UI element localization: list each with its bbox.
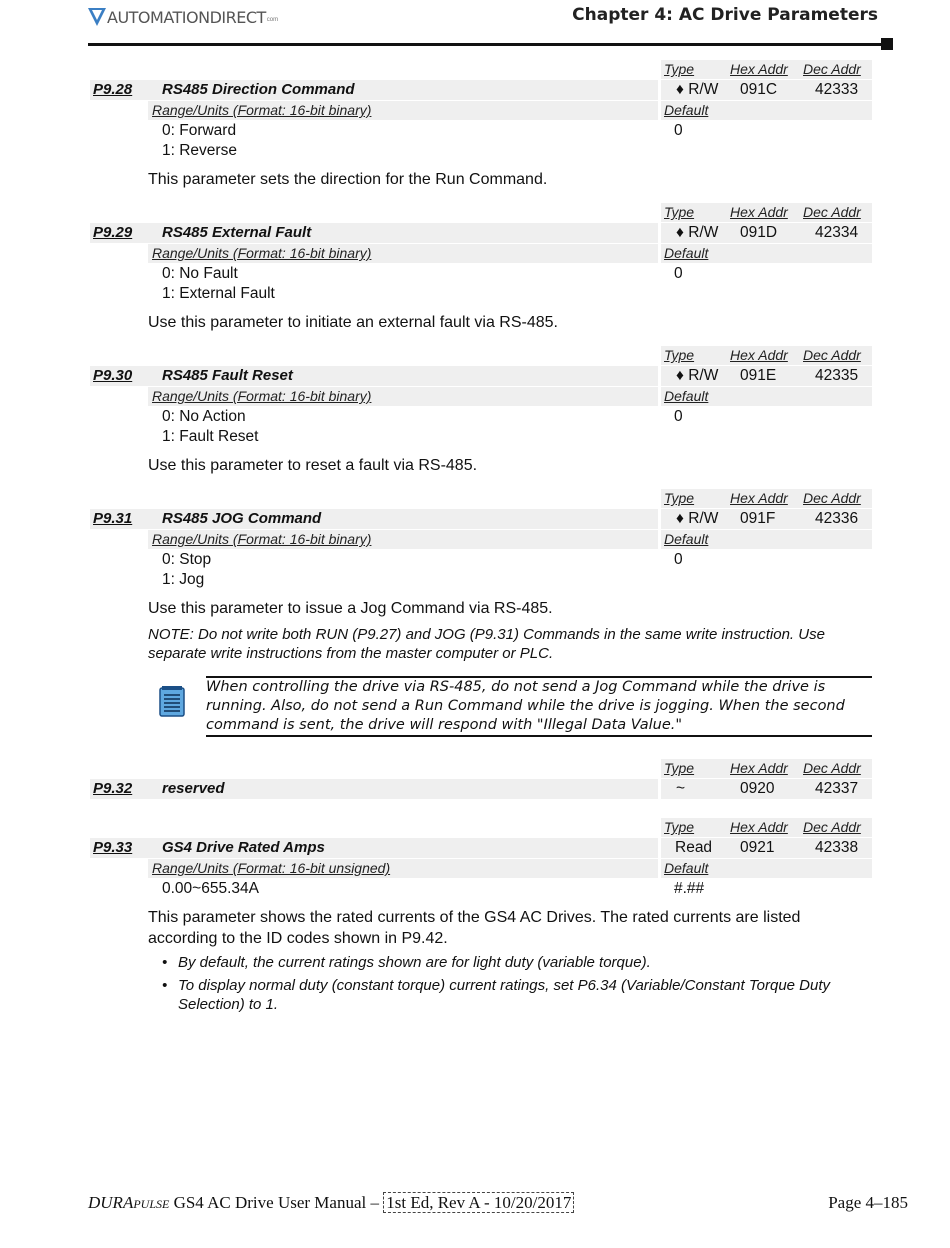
value-option: 1: Reverse: [162, 142, 237, 159]
warning-line: command is sent, the drive will respond with "Illegal Data Value.": [206, 717, 683, 733]
type-column-header: Type: [664, 61, 695, 77]
param-dec-addr: 42337: [815, 780, 859, 797]
warning-line: When controlling the drive via RS-485, do not send a Jog Command while the drive is: [206, 679, 826, 695]
param-hex-addr: 091E: [740, 367, 777, 384]
param-hex-addr: 091F: [740, 510, 776, 527]
param-hex-addr: 091D: [740, 224, 778, 241]
param-dec-addr: 42336: [815, 510, 859, 527]
footer-brand: DURA: [88, 1193, 134, 1212]
param-type: Read: [675, 839, 713, 856]
param-id: P9.32: [93, 780, 133, 797]
param-type: ♦ R/W: [676, 367, 719, 384]
dec-addr-column-header: Dec Addr: [803, 61, 861, 77]
param-description: This parameter shows the rated currents of the GS4 AC Drives. The rated currents are listed: [148, 909, 801, 926]
value-option: 1: External Fault: [162, 285, 275, 302]
range-units-label: Range/Units (Format: 16-bit binary): [152, 531, 372, 547]
param-description: Use this parameter to issue a Jog Command via RS-485.: [148, 600, 553, 617]
param-hex-addr: 0921: [740, 839, 775, 856]
param-id: P9.29: [93, 224, 133, 241]
param-name: RS485 Direction Command: [162, 81, 355, 98]
param-name: GS4 Drive Rated Amps: [162, 839, 325, 856]
default-value: 0: [674, 122, 683, 139]
footer-brand-smallcaps: pulse: [133, 1193, 170, 1212]
range-units-label: Range/Units (Format: 16-bit binary): [152, 388, 372, 404]
header-rule: [88, 43, 884, 46]
value-option: 1: Fault Reset: [162, 428, 259, 445]
footer-edition: 1st Ed, Rev A - 10/20/2017: [383, 1192, 574, 1213]
notepad-icon: [156, 683, 188, 719]
value-option: 0: Stop: [162, 551, 212, 568]
dec-addr-column-header: Dec Addr: [803, 204, 861, 220]
warning-bottom-rule: [206, 735, 872, 737]
range-units-label: Range/Units (Format: 16-bit unsigned): [152, 860, 391, 876]
type-column-header: Type: [664, 760, 695, 776]
dec-addr-column-header: Dec Addr: [803, 760, 861, 776]
param-name: RS485 JOG Command: [162, 510, 322, 527]
param-id: P9.33: [93, 839, 133, 856]
param-name: reserved: [162, 780, 225, 797]
chapter-title: Chapter 4: AC Drive Parameters: [572, 5, 878, 25]
hex-addr-column-header: Hex Addr: [730, 760, 788, 776]
default-value: 0: [674, 265, 683, 282]
hex-addr-column-header: Hex Addr: [730, 61, 788, 77]
param-dec-addr: 42334: [815, 224, 859, 241]
param-description: Use this parameter to reset a fault via RS-485.: [148, 457, 478, 474]
footer-manual-name: GS4 AC Drive User Manual –: [169, 1193, 384, 1212]
brand-logo: [88, 6, 278, 28]
param-id: P9.30: [93, 367, 133, 384]
footer-manual-title: [88, 1193, 574, 1213]
param-id: P9.28: [93, 81, 133, 98]
param-id: P9.31: [93, 510, 133, 527]
param-hex-addr: 0920: [740, 780, 775, 797]
dec-addr-column-header: Dec Addr: [803, 819, 861, 835]
default-value: 0: [674, 551, 683, 568]
bullet-item: Selection) to 1.: [178, 996, 279, 1013]
value-option: 0.00~655.34A: [162, 880, 259, 897]
footer-page-number: Page 4–185: [828, 1193, 908, 1212]
param-description: This parameter sets the direction for the Run Command.: [148, 171, 548, 188]
value-option: 0: Forward: [162, 122, 237, 139]
bullet-marker: •: [162, 977, 168, 994]
value-option: 0: No Fault: [162, 265, 238, 282]
param-dec-addr: 42333: [815, 81, 859, 98]
default-column-header: Default: [664, 245, 709, 261]
default-value: 0: [674, 408, 683, 425]
type-column-header: Type: [664, 819, 695, 835]
note-line: NOTE: Do not write both RUN (P9.27) and JOG (P9.31) Commands in the same write instruction. Use: [148, 626, 825, 643]
bullet-item: By default, the current ratings shown are for light duty (variable torque).: [178, 954, 651, 971]
hex-addr-column-header: Hex Addr: [730, 204, 788, 220]
default-column-header: Default: [664, 531, 709, 547]
value-option: 1: Jog: [162, 571, 205, 588]
range-units-label: Range/Units (Format: 16-bit binary): [152, 245, 372, 261]
param-type: ~: [676, 780, 686, 797]
note-line: separate write instructions from the master computer or PLC.: [148, 645, 554, 662]
param-dec-addr: 42338: [815, 839, 859, 856]
value-option: 0: No Action: [162, 408, 246, 425]
automationdirect-logo-icon: [88, 7, 106, 27]
range-units-label: Range/Units (Format: 16-bit binary): [152, 102, 372, 118]
param-description: according to the ID codes shown in P9.42.: [148, 930, 448, 947]
param-name: RS485 Fault Reset: [162, 367, 293, 384]
warning-line: running. Also, do not send a Run Command while the drive is jogging. When the second: [206, 698, 845, 714]
param-name: RS485 External Fault: [162, 224, 312, 241]
header-rule-end-mark: [881, 38, 893, 50]
param-description: Use this parameter to initiate an external fault via RS-485.: [148, 314, 558, 331]
type-column-header: Type: [664, 490, 695, 506]
dec-addr-column-header: Dec Addr: [803, 490, 861, 506]
param-type: ♦ R/W: [676, 510, 719, 527]
type-column-header: Type: [664, 204, 695, 220]
dec-addr-column-header: Dec Addr: [803, 347, 861, 363]
type-column-header: Type: [664, 347, 695, 363]
default-column-header: Default: [664, 860, 709, 876]
param-type: ♦ R/W: [676, 81, 719, 98]
bullet-marker: •: [162, 954, 168, 971]
logo-suffix: com: [266, 17, 279, 23]
hex-addr-column-header: Hex Addr: [730, 490, 788, 506]
param-dec-addr: 42335: [815, 367, 859, 384]
logo-text: AUTOMATIONDIRECT: [107, 7, 266, 27]
hex-addr-column-header: Hex Addr: [730, 819, 788, 835]
bullet-item: To display normal duty (constant torque) current ratings, set P6.34 (Variable/Constant Torque Duty: [178, 977, 831, 994]
default-value: #.##: [674, 880, 705, 897]
default-column-header: Default: [664, 388, 709, 404]
param-type: ♦ R/W: [676, 224, 719, 241]
param-hex-addr: 091C: [740, 81, 778, 98]
hex-addr-column-header: Hex Addr: [730, 347, 788, 363]
default-column-header: Default: [664, 102, 709, 118]
